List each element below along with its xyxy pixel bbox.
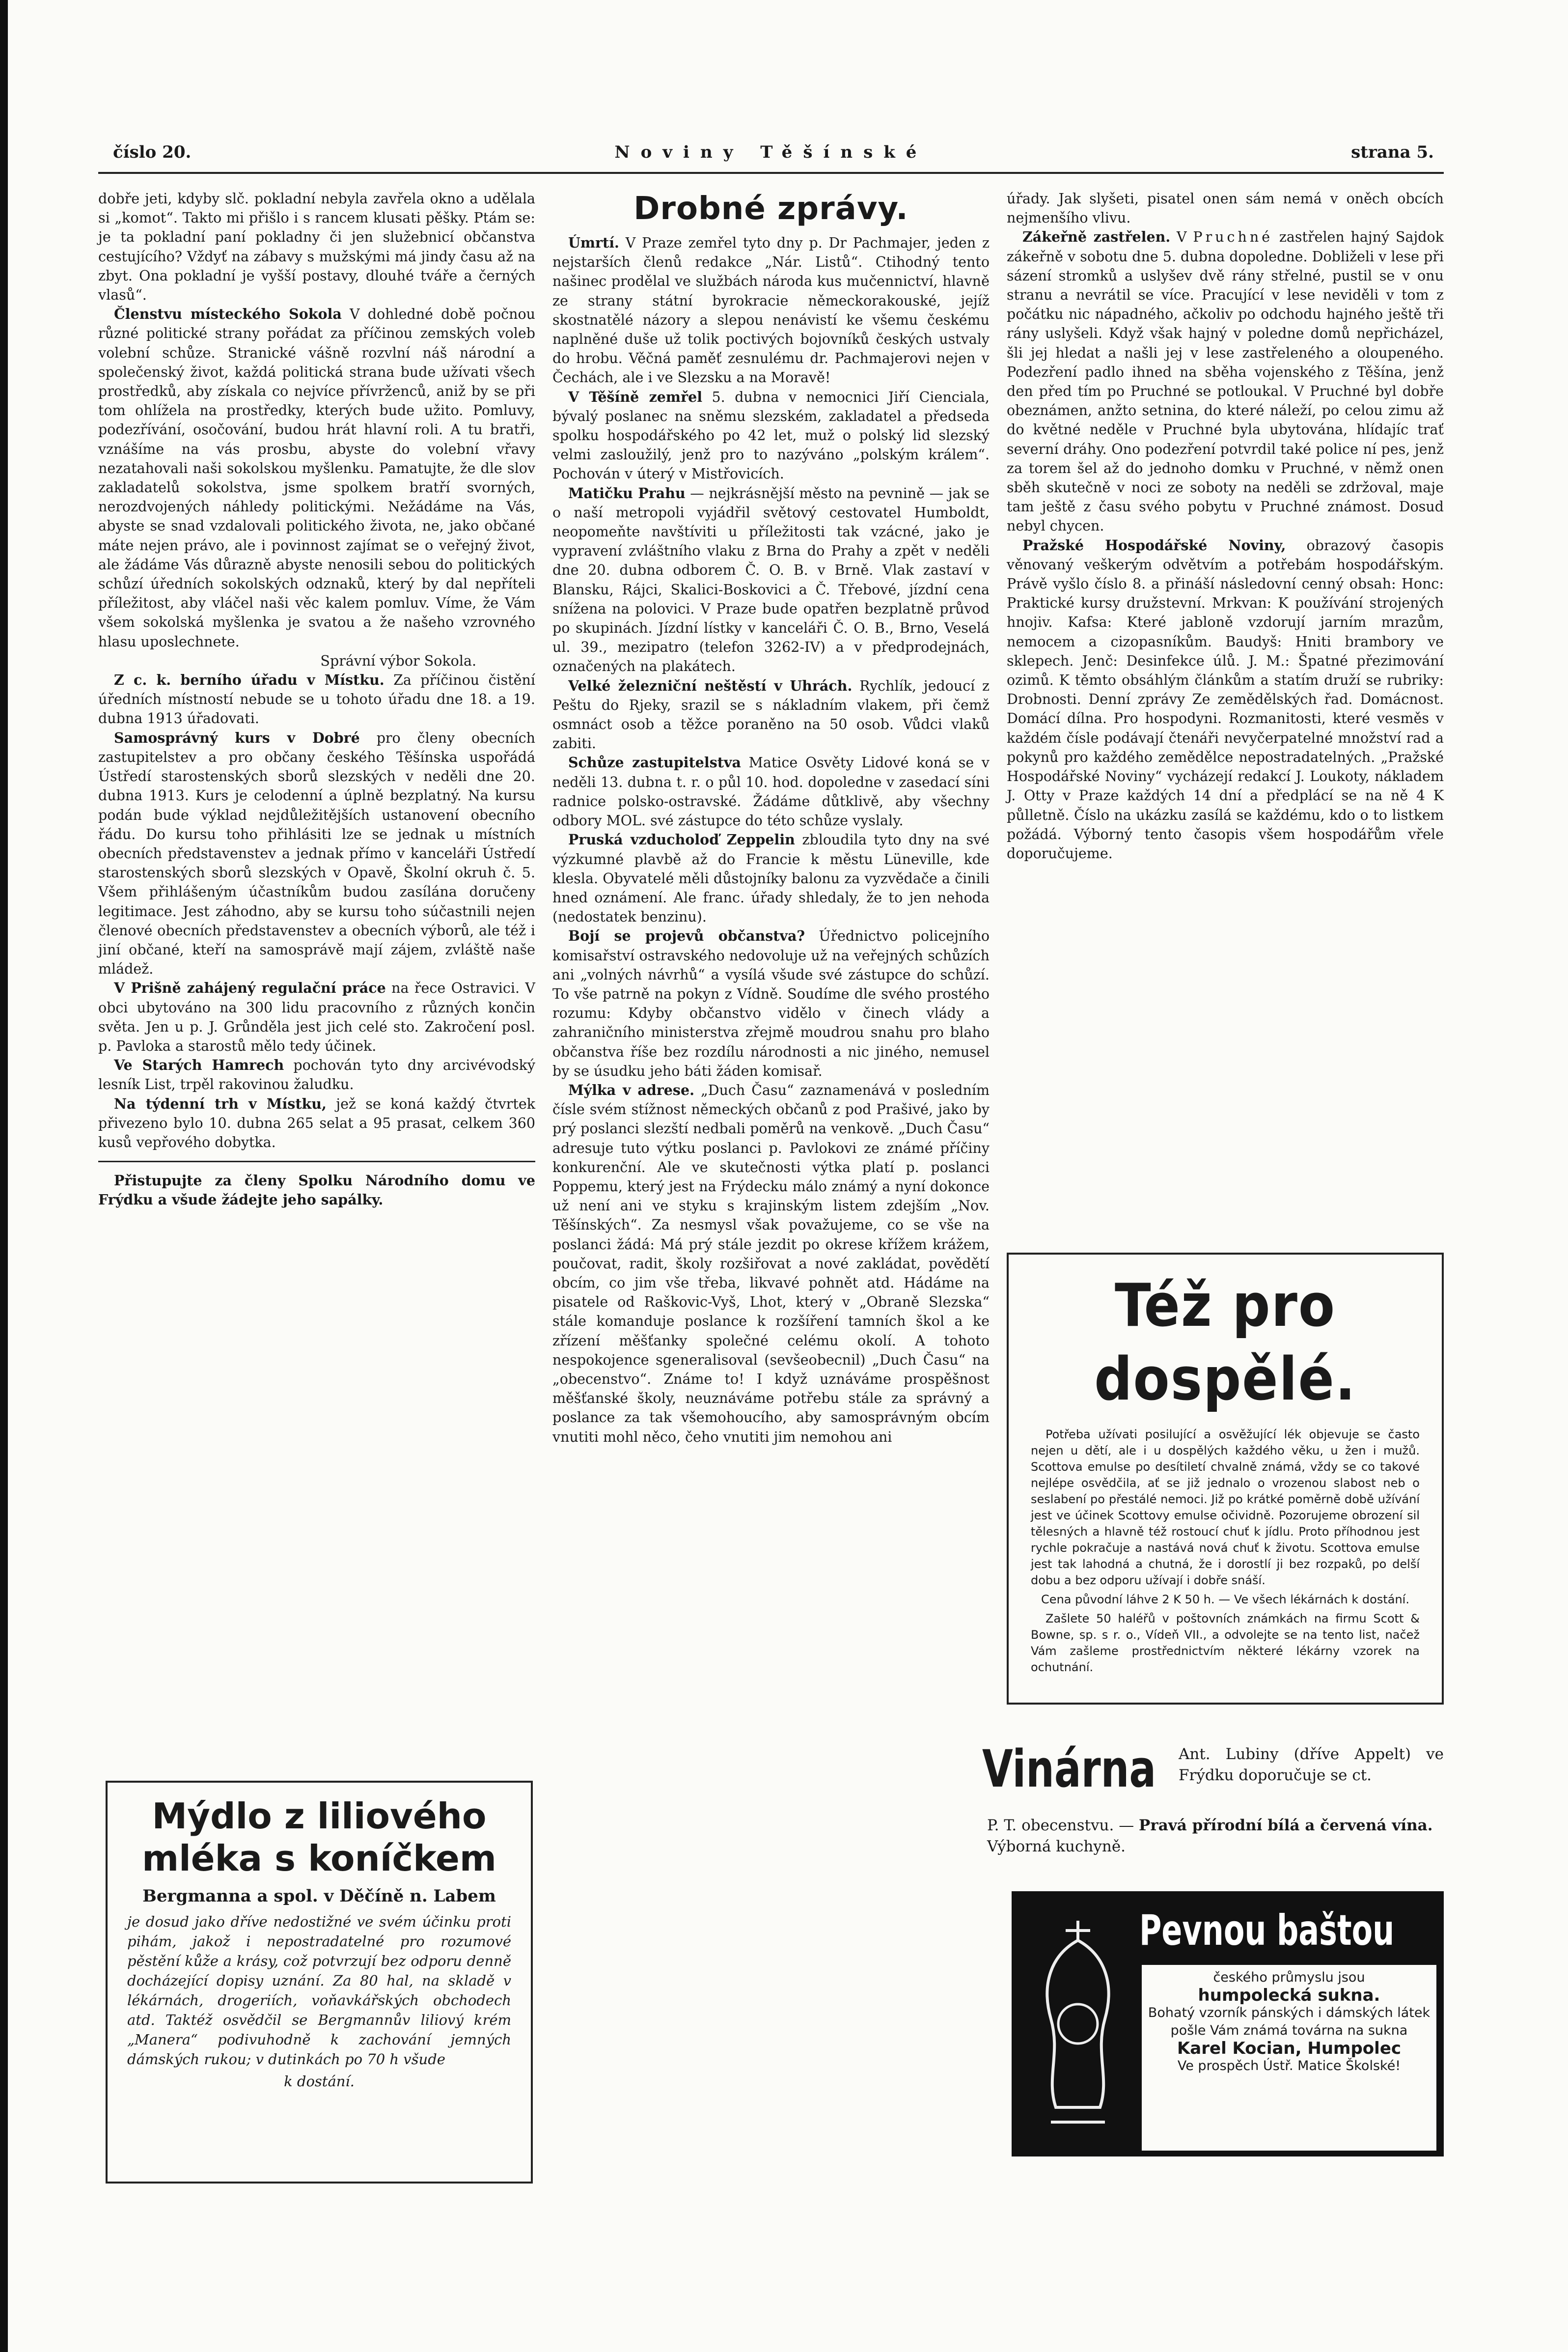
article-umrti: Úmrtí. V Praze zemřel tyto dny p. Dr Pachmajer, jeden z nejstarších členů redakce „Nár. Listů“. Ctihodný tento našinec prodělal ve službách národa kus mučennictví, hlavně ze strany státní byrokracie německorakouské, jejíž skostnatělé názory a slepou nenávistí ke všemu českému naplněné duše už tolik poctivých bojovníků českých ustvaly do hrobu. Věčná paměť zesnulému dr. Pachmajerovi nejen v Čechách, ale i ve Slezsku a na Moravě! <box>552 234 990 386</box>
ad-humpolec <box>1012 1891 1444 2156</box>
page-header <box>98 142 1444 174</box>
ad-tez-p3: Zašlete 50 haléřů v poštovních známkách na firmu Scott & Bowne, sp. s r. o., Vídeň VII., a odvolejte se na tento list, načež Vám zašleme prostřednictvím některé lékárny vzorek na ochutnání. <box>1031 1612 1420 1674</box>
article-prisno: V Prišně zahájený regulační práce na řece Ostravici. V obci ubytováno na 300 lidu pracovního z různých končin světa. Jen u p. J. Grůnděla jest jich celé sto. Zakročení posl. p. Pavloka a starostů mělo tedy účinek. <box>98 980 535 1054</box>
ad-vinarna-owner: Ant. Lubiny (dříve Appelt) ve Frýdku doporučuje se ct. <box>1179 1745 1444 1784</box>
ad-pev-box <box>1142 1965 1436 2151</box>
ad-mydlo-text: je dosud jako dříve nedostižné ve svém účinku proti pihám, jakož i nepostradatelné pro rozumové pěstění kůže a krásy, což potvrzují bez odporu denně docházející dopisy uznání. Za 80 hal, na skladě v lékárnách, drogeriích, voňavkářských obchodech atd. Taktéž osvědčil se Bergmannův liliový krém „Manera“ podivuhodně k zachování jemných dámských rukou; v dutinkách po 70 h všude <box>127 1913 511 2068</box>
ad-pev-line2: humpolecká sukna. <box>1198 1986 1380 2005</box>
article-obcanstvo: Bojí se projevů občanstva? Úřednictvo policejního komisařství ostravského nedovoluje už na veřejných schůzích ani „volných návrhů“ a vysílá všude své zástupce do schůzí. To vše patrně na pokyn z Vídně. Soudíme dle svého prostého rozumu: Kdyby občanstvo vidělo v činech vlády a zahraničního ministerstva zřejmě moudrou snahu pro blaho občanstva říše bez rozdílu národnosti a nic jiného, nemusel by se úsudku jeho báti žáden komisař. <box>552 927 990 1079</box>
article-continued: dobře jeti, kdyby slč. pokladní nebyla zavřela okno a udělala si „komot“. Takto mi přišlo i s rancem klusati pěšky. Ptám se: je ta pokladní paní pokladny či jen služebnicí občanstva cestujícího? Vždyť na zábavy s mužskými má jindy času až na zbyt. Ona pokladní je vyšší postavy, dlouhé tváře a černých vlasů“. <box>98 191 535 304</box>
page-number: strana 5. <box>1351 142 1434 162</box>
article-mol: Schůze zastupitelstva Matice Osvěty Lidové koná se v neděli 13. dubna t. r. o půl 10. hod. dopoledne v zasedací síni radnice polsko-ostravské. Žádáme důtklivě, aby všechny odbory MOL. své zástupce do této schůze vyslaly. <box>552 754 990 829</box>
article-zastrelen: Zákeřně zastřelen. V Pruchné zastřelen hajný Sajdok zákeřně v sobotu dne 5. dubna dopoledne. Dobliželi v lese při sázení stromků a uslyšev dvě rány střelné, pustil se v onu stranu a nevrátil se více. Pracující v lese neviděli v tom z počátku nic nápadného, ačkoliv po odchodu hajného ještě tři rány uslyšeli. Když však hajný v poledne domů nepřicházel, šli jej hledat a našli jej v lese zastřeleného a oloupeného. Podezření padlo ihned na sběha vojenského z Těšína, jenž den před tím po Pruchné se potloukal. V Pruchné byl dobře obeznámen, anžto setnina, do které náleží, po celou zimu až do květné neděle v Pruchné byla ubytována, hlídajíc trať severní dráhy. Ono podezření potvrdil také police ní pes, jenž za torem šel až do jednoho domku v Pruchné, v němž onen sběh skutečně v noci ze soboty na neděli se zdržoval, maje tam ještě z času svého pobytu v Pruchné známost. Dosud nebyl chycen. <box>1007 228 1444 534</box>
ad-pev-title: Pevnou baštou <box>1139 1906 1395 1955</box>
section-heading: Drobné zprávy. <box>633 191 908 227</box>
article-kurs: Samosprávný kurs v Dobré pro členy obecních zastupitelstev a pro občany českého Těšínska uspořádá Ústředí starostenských sborů slezských v neděli dne 20. dubna 1913. Kurs je celodenní a úplně bezplatný. Na kursu podán bude výklad nejdůležitějších ustanovení obecního řádu. Do kursu toho přihlásiti lze se jednak u místních obecních představenstev a jednak přímo v kanceláři Ústředí starostenských sborů slezských v Opavě, Školní okruh č. 5. Všem přihlášeným účastníkům budou zasílána doručeny legitimace. Jest záhodno, aby se kursu toho súčastnili nejen členové obecních představenstev a obecních výborů, ale též i jiní občané, kteří na samosprávě mají zájem, zvláště naše mládež. <box>98 729 535 978</box>
ad-mydlo-end: k dostání. <box>284 2073 355 2090</box>
article-uhry: Velké železniční neštěstí v Uhrách. Rychlík, jedoucí z Peštu do Rjeky, srazil se s nákladním vlakem, při čemž osmnáct osob a těžce poraněno na 50 osob. Vůdci vlaků zabiti. <box>552 677 990 752</box>
ad-pev-line4: Karel Kocian, Humpolec <box>1177 2039 1402 2058</box>
ad-tez-price: Cena původní láhve 2 K 50 h. — Ve všech lékárnách k dostání. <box>1041 1593 1409 1606</box>
ad-mydlo-title: Mýdlo z liliového mléka s koníčkem <box>142 1795 496 1879</box>
ad-mydlo-firm: Bergmanna a spol. v Děčíně n. Labem <box>142 1886 496 1906</box>
scan-edge-bar <box>0 0 8 2352</box>
appeal-narodni-dum: Přistupujte za členy Spolku Národního domu ve Frýdku a všude žádejte jeho sapálky. <box>98 1172 535 1208</box>
ad-tez-title: Též pro dospělé. <box>1094 1272 1356 1414</box>
newspaper-title: Noviny Těšínské <box>614 142 928 162</box>
ad-pev-line3: Bohatý vzorník pánských i dámských látek pošle Vám známá továrna na sukna <box>1148 2005 1430 2038</box>
ornament-vase-icon <box>1021 1911 1134 2142</box>
divider <box>98 1161 535 1162</box>
article-trh: Na týdenní trh v Místku, jež se koná každý čtvrtek přivezeno bylo 10. dubna 265 selat a 95 prasat, celkem 360 kusů vepřového dobytka. <box>98 1095 535 1150</box>
ad-tez-p1: Potřeba užívati posilující a osvěžující lék objevuje se často nejen u dětí, ale i u dospělých každého věku, u žen i mužů. Scottova emulse po desítiletí chvalně známá, vždy se co takové nejlépe osvědčila, ať se již jednalo o vrozenou slabost neb o seslabení po přestálé nemoci. Již po krátké poměrně době užívání jest ve účinek Scottovy emulse očividně. Pozorujeme obrození sil tělesných a hlavně též rostoucí chuť k jídlu. Proto příhodnou jest rychle pokračuje a nastává nová chuť k životu. Scottova emulse jest tak lahodná a chutná, že i dorostlí ji bez rozpaků, po delší dobu a bez odporu užívají i dobře snáší. <box>1031 1428 1420 1587</box>
ad-pev-line1: českého průmyslu jsou <box>1213 1970 1365 1985</box>
article-hosp-noviny: Pražské Hospodářské Noviny, obrazový časopis věnovaný veškerým odvětvím a potřebám hospodářským. Právě vyšlo číslo 8. a přináší následovní cenný obsah: Honc: Praktické kursy družstevní. Mrkvan: K používání strojených hnojiv. Kafsa: Které jabloně vzdorují jarním mrazům, nemocem a cizopasníkům. Baudyš: Hniti brambory ve sklepech. Jenč: Desinfekce úlů. J. M.: Špatné přezimování ozimů. K těmto obsáhlým článkům a statím druží se rubriky: Drobnosti. Denní zprávy Ze zemědělských řad. Domácnost. Domácí dílna. Pro hospodyni. Rozmanitosti, které vesměs v každém čísle podávají čtenáři nevyčerpatelné množství rad a pokynů pro každého zemědělce nepostradatelných. „Pražské Hospodářské Noviny“ vycházejí redakcí J. Loukoty, nákladem J. Otty v Praze každých 14 dní a předplácí se na ně 4 K půlletně. Číslo na ukázku zasílá se každému, kdo o to listkem požádá. Výborný tento časopis všem hospodářům vřele doporučujeme. <box>1007 536 1444 862</box>
ad-scott-emulse <box>1007 1253 1444 1705</box>
ad-pev-line5: Ve prospěch Ústř. Matice Školské! <box>1177 2058 1401 2073</box>
ad-vinarna <box>982 1734 1444 1855</box>
article-sokol: Členstvu místeckého Sokola V dohledné době počnou různé politické strany pořádat za příčinou zemských voleb volební schůze. Stranické vášně rozvlní náš národní a společenský život, každá politická strana bude užívati všech prostředků, aby získala co nejvíce přívrženců, aniž by se při tom ohlížela na prostředky, kterých bude užito. Pomluvy, podezřívání, osočování, budou hrát hlavní roli. A tu bratři, vznášíme na vás prosbu, abyste do volební vřavy nezatahovali naši sokolskou myšlenku. Pamatujte, že dle slov zakladatelů sokolstva, jsme spolkem bratří svorných, nerozdvojených náhledy politickými. Nežádáme na Vás, abyste se snad vzdalovali politického života, ne, jako občané máte nejen právo, ale i povinnost zajímat se o veřejný život, ale žádáme Vás důrazně abyste nenosili sebou do politických schůzí úředních sokolských odznaků, který by dal nepříteli příležitost, aby vláčel naši věc kalem pomluv. Víme, že Vám všem sokolská myšlenka je svatou a že našeho vzrovného hlasu uposlechnete. <box>98 306 535 650</box>
article-hamry: Ve Starých Hamrech pochován tyto dny arcivévodský lesník List, trpěl rakovinou žaludku. <box>98 1057 536 1093</box>
ad-vinarna-text: P. T. obecenstvu. — Pravá přírodní bílá a červená vína. Výborná kuchyně. <box>987 1817 1433 1855</box>
column-2 <box>552 189 990 1447</box>
article-continued-3: úřady. Jak slyšeti, pisatel onen sám nemá v oněch obcích nejmenšího vlivu. <box>1007 191 1444 226</box>
article-zeppelin: Pruská vzducholoď Zeppelin zbloudila tyto dny na své výzkumné plavbě až do Francie k městu Lüneville, kde klesla. Obyvatelé měli důstojníky balonu za vyzvědače a činili hned oznámení. Ale franc. úřady shledaly, že to jen nehoda (nedostatek benzinu). <box>552 831 990 925</box>
article-signature: Správní výbor Sokola. <box>320 652 476 669</box>
ad-mydlo <box>106 1781 533 2184</box>
ad-vinarna-title: Vinárna <box>982 1739 1156 1799</box>
article-mylka: Mýlka v adrese. „Duch Času“ zaznamenává v posledním čísle svém stížnost německých občanů z pod Prašivé, jako by prý poslanci slezští nedbali poměrů na venkově. „Duch Času“ adresuje tuto výtku poslanci p. Pavlokovi ze známé příčiny konkurenční. Ale ve skutečnosti výtka platí p. poslanci Poppemu, který jest na Frýdecku málo známý a nyní dokonce už není ani ve styku s krajinským listem zdejším „Nov. Těšínských“. Za nesmysl však považujeme, co se vše na poslanci žádá: Má prý stále jezdit po okrese křížem krážem, poučovat, radit, školy rozšiřovat a nové zakládat, povědětí obcím, co jim vše třeba, likvavé pohnět atd. Hádáme na pisatele od Raškovic-Vyš, Lhot, který v „Obraně Slezska“ stále komanduje poslance k rozšíření tamních škol a ke zřízení měšťanky společné celému okolí. A tohoto nespokojence sgeneralisoval (sevšeobecnil) „Duch Času“ na „obecenstvo“. Známe to! I když uznáváme prospěšnost měšťanské školy, neuznáváme potřebu stále za správný a poslance za tak všemohoucího, aby samosprávným obcím vnutiti mohl něco, čeho vnutiti jim nemohou ani <box>552 1081 990 1445</box>
article-berni-urad: Z c. k. berního úřadu v Místku. Za příčinou čistění úředních místností nebude se u tohoto úřadu dne 18. a 19. dubna 1913 úřadovati. <box>98 672 535 727</box>
column-1 <box>98 189 535 1210</box>
article-tesin: V Těšíně zemřel 5. dubna v nemocnici Jiří Cienciala, bývalý poslanec na sněmu slezském, zakladatel a předseda spolku hospodářského po 42 let, muž o polský lid slezský velmi zasloužilý, jenž pro to nazýváno „polským králem“. Pochován v úterý v Mistřovicích. <box>552 388 990 482</box>
column-3 <box>1007 189 1444 863</box>
article-praha: Matičku Prahu — nejkrásnější město na pevnině — jak se o naší metropoli vyjádřil světový cestovatel Humboldt, neopomeňte navštíviti u příležitosti tak vzácné, jako je vypravení zvláštního vlaku z Brna do Prahy a zpět v neděli dne 20. dubna odborem Č. O. B. v Brně. Vlak zastaví v Blansku, Rájci, Skalici-Boskovici a Č. Třebové, jízdní cena snížena na polovici. V Praze bude opatřen bezplatně průvod po skupinách. Jízdní lístky v kanceláři Č. O. B., Brno, Veselá ul. 39., mezipatro (telefon 3262-IV) a v předprodejnách, označených na plakátech. <box>552 484 990 675</box>
issue-number: číslo 20. <box>113 142 192 162</box>
